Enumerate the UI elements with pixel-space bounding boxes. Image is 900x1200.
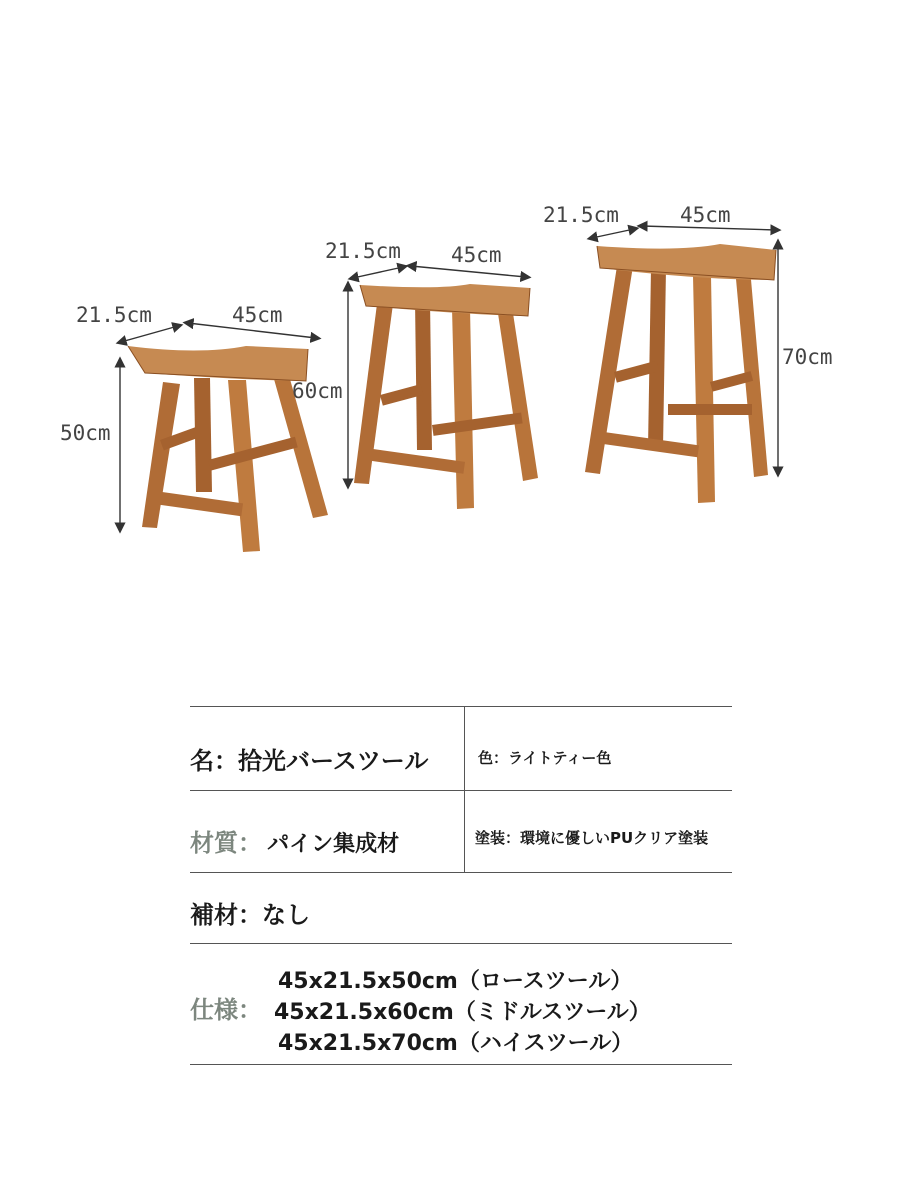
spec-row-aux bbox=[190, 872, 732, 943]
high-depth-label: 21.5cm bbox=[543, 203, 619, 227]
name-label: 名：拾光バースツール bbox=[190, 747, 429, 775]
column-divider bbox=[464, 707, 465, 790]
aux-spec: 補材：なし bbox=[190, 901, 310, 929]
mid-stool bbox=[354, 284, 538, 509]
spec-row-name bbox=[190, 706, 732, 790]
spec-row-sizes bbox=[190, 943, 732, 1065]
high-height-label: 70cm bbox=[782, 345, 833, 369]
low-depth-label: 21.5cm bbox=[76, 303, 152, 327]
mid-depth-label: 21.5cm bbox=[325, 239, 401, 263]
high-width-label: 45cm bbox=[680, 203, 731, 227]
size-low: 45x21.5x50cm（ロースツール） bbox=[278, 969, 633, 994]
mid-width-label: 45cm bbox=[451, 243, 502, 267]
low-stool bbox=[128, 346, 328, 552]
low-height-label: 50cm bbox=[60, 421, 111, 445]
color-spec: 色：ライトティー色 bbox=[478, 749, 612, 767]
column-divider bbox=[464, 791, 465, 872]
name-value: 拾光バースツール bbox=[238, 747, 429, 775]
size-mid: 45x21.5x60cm（ミドルスツール） bbox=[274, 1000, 651, 1025]
material-spec bbox=[190, 823, 399, 858]
spec-table bbox=[190, 706, 732, 1065]
spec-row-material bbox=[190, 790, 732, 872]
aux-value: なし bbox=[262, 901, 310, 929]
finish-spec: 塗装：環境に優しいPUクリア塗装 bbox=[475, 829, 709, 847]
high-stool bbox=[585, 244, 776, 503]
size-list bbox=[274, 966, 651, 1059]
size-label: 仕様： bbox=[190, 996, 262, 1024]
low-width-label: 45cm bbox=[232, 303, 283, 327]
size-high: 45x21.5x70cm（ハイスツール） bbox=[278, 1031, 634, 1056]
material-label: 材質： bbox=[190, 829, 262, 857]
mid-height-label: 60cm bbox=[292, 379, 343, 403]
material-value: パイン集成材 bbox=[267, 832, 400, 857]
